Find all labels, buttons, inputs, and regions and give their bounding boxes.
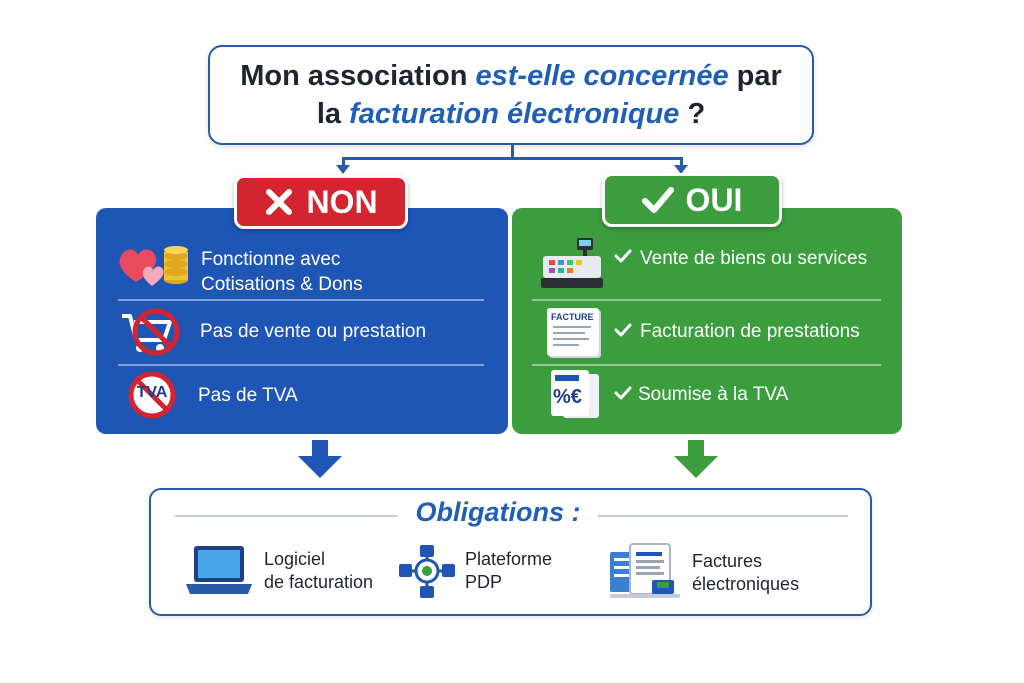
obligation-1-text xyxy=(264,548,373,594)
cross-icon xyxy=(264,187,294,217)
title-line-2 xyxy=(210,95,812,133)
facture-badge: FACTURE xyxy=(551,312,594,322)
e-invoice-icon xyxy=(608,542,682,600)
arrow-down-icon xyxy=(672,440,720,480)
arrow-down-icon xyxy=(296,440,344,480)
non-item-2-text: Pas de vente ou prestation xyxy=(200,321,427,342)
title-emphasis: facturation électronique xyxy=(349,98,680,130)
obligation-3-line1: Factures xyxy=(692,551,763,571)
check-icon xyxy=(614,322,632,338)
non-item-1-line1: Fonctionne avec xyxy=(201,249,341,270)
obligation-1-line2: de facturation xyxy=(264,572,374,592)
obligation-2-text xyxy=(465,548,552,594)
no-tva-icon xyxy=(124,370,180,420)
invoice-icon xyxy=(547,308,599,356)
obligations-title: Obligations : xyxy=(415,497,581,527)
divider xyxy=(118,299,484,301)
check-icon xyxy=(614,385,632,401)
divider xyxy=(532,364,881,366)
non-label: NON xyxy=(306,183,378,220)
obligation-1-line1: Logiciel xyxy=(264,549,326,569)
non-badge xyxy=(234,175,408,229)
non-item-3-text: Pas de TVA xyxy=(198,385,298,406)
divider xyxy=(598,515,848,517)
divider xyxy=(175,515,397,517)
no-cart-icon xyxy=(118,306,184,358)
network-platform-icon xyxy=(397,543,457,601)
percent-euro-badge: %€ xyxy=(553,386,582,408)
connector-line xyxy=(342,157,682,160)
obligation-2-line1: Plateforme xyxy=(465,549,553,569)
title-box xyxy=(208,45,814,145)
check-icon xyxy=(614,248,632,264)
title-line-1 xyxy=(210,57,812,95)
percent-euro-icon xyxy=(549,370,601,420)
title-text: Mon association xyxy=(240,60,476,92)
obligation-3-text xyxy=(692,550,799,596)
oui-label: OUI xyxy=(685,181,743,218)
title-text: par xyxy=(728,60,782,92)
title-text: la xyxy=(316,98,350,130)
non-item-1-text xyxy=(201,247,363,297)
oui-item-3-text: Soumise à la TVA xyxy=(638,384,789,405)
connector-arrow-icon xyxy=(336,165,350,175)
oui-item-1-text: Vente de biens ou services xyxy=(640,248,868,269)
hearts-coins-icon xyxy=(114,238,190,288)
non-item-1-line2: Cotisations & Dons xyxy=(201,274,363,295)
tva-badge: TVA xyxy=(136,384,168,401)
connector-line xyxy=(511,143,514,158)
title-emphasis: est-elle concernée xyxy=(475,60,729,92)
obligation-2-line2: PDP xyxy=(465,572,503,592)
oui-badge xyxy=(602,173,782,227)
divider xyxy=(118,364,484,366)
obligation-3-line2: électroniques xyxy=(692,574,800,594)
oui-item-2-text: Facturation de prestations xyxy=(640,321,860,342)
title-text: ? xyxy=(679,98,706,130)
laptop-icon xyxy=(184,544,254,596)
check-icon xyxy=(642,185,674,215)
divider xyxy=(532,299,881,301)
cash-register-icon xyxy=(539,236,605,292)
